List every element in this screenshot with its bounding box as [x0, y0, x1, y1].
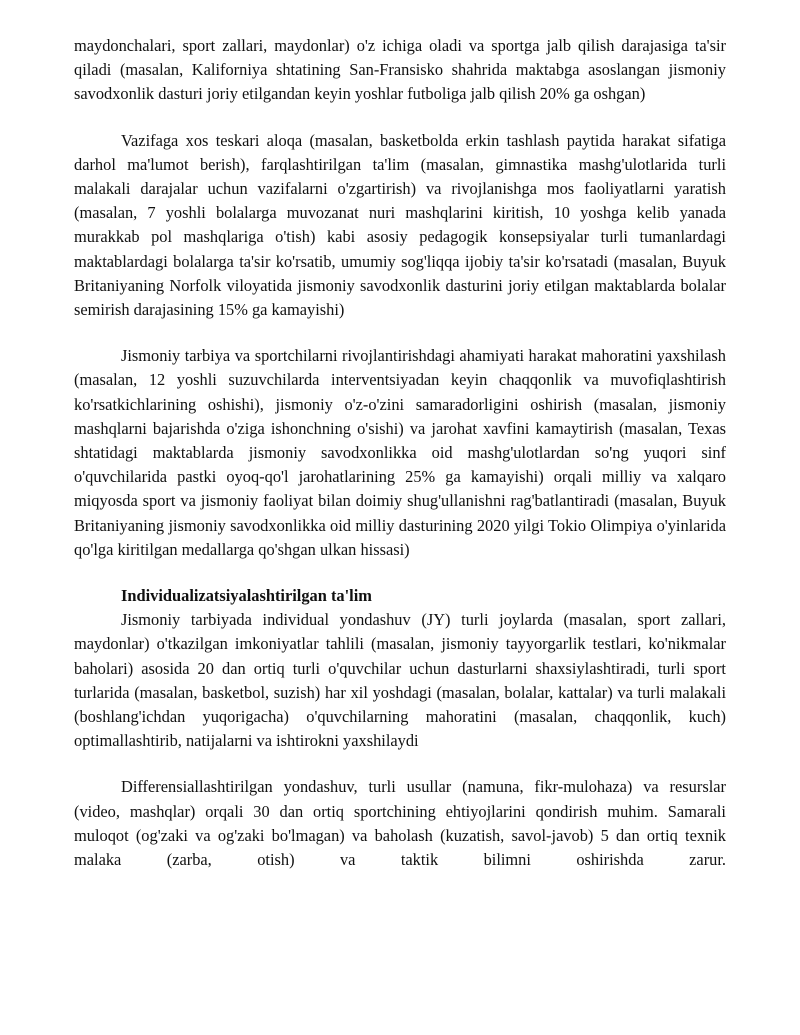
paragraph-importance: Jismoniy tarbiya va sportchilarni rivojlantirishdagi ahamiyati harakat mahoratini yaxshilash (masalan, 12 yoshli suzuvchilarda interventsiyadan keyin chaqqonlik va muvofiqlashtirish ko'rsatkichlarining oshishi), jismoniy o'z-o'zini samaradorligini oshirish (masalan, jismoniy mashqlarni bajarishda o'ziga ishonchning o'sishi) va jarohat xavfini kamaytirish (masalan, Texas shtatidagi maktablarda jismoniy savodxonlikka oid mashg'ulotlardan so'ng yuqori sinf o'quvchilarida pastki oyoq-qo'l jarohatlarining 25% ga kamayishi) orqali milliy va xalqaro miqyosda sport va jismoniy faoliyat bilan doimiy shug'ullanishni rag'batlantiradi (masalan, Buyuk Britaniyaning jismoniy savodxonlikka oid milliy dasturining 2020 yilgi Tokio Olimpiya o'yinlarida qo'lga kiritilgan medallarga qo'shgan ulkan hissasi): [74, 346, 726, 559]
document-page: [74, 34, 726, 872]
paragraph-pedagogical-concepts: Vazifaga xos teskari aloqa (masalan, basketbolda erkin tashlash paytida harakat sifatiga darhol ma'lumot berish), farqlashtirilgan ta'lim (masalan, gimnastika mashg'ulotlarida turli malakali darajalar uchun vazifalarni o'zgartirish) va rivojlanishga mos faoliyatlarni yaratish (masalan, 7 yoshli bolalarga muvozanat nuri mashqlarini kiritish, 10 yoshga kelib yanada murakkab pol mashqlariga o'tish) kabi asosiy pedagogik konsepsiyalar turli tumanlardagi maktablardagi bolalarga ta'sir ko'rsatib, umumiy sog'liqqa ijobiy ta'sir ko'rsatadi (masalan, Buyuk Britaniyaning Norfolk viloyatida jismoniy savodxonlik dasturini joriy etilgan maktablarda bolalar semirish darajasining 15% ga kamayishi): [74, 130, 726, 320]
paragraph-individual-approach: Jismoniy tarbiyada individual yondashuv (JY) turli joylarda (masalan, sport zallari, maydonlar) o'tkazilgan imkoniyatlar tahlili (masalan, jismoniy tayyorgarlik testlari, ko'nikmalar baholari) asosida 20 dan ortiq turli o'quvchilar uchun dasturlarni shaxsiylashtiradi, turli sport turlarida (masalan, basketbol, suzish) har xil yoshdagi (masalan, bolalar, kattalar) va turli malakali (boshlang'ichdan yuqorigacha) o'quvchilarning mahoratini (masalan, chaqqonlik, kuch) optimallashtirib, natijalarni va ishtirokni yaxshilaydi: [74, 610, 726, 751]
paragraph-continuation: maydonchalari, sport zallari, maydonlar) o'z ichiga oladi va sportga jalb qilish darajasiga ta'sir qiladi (masalan, Kaliforniya shtatining San-Fransisko shahrida maktabga asoslangan jismoniy savodxonlik dasturi joriy etilgandan keyin yoshlar futboliga jalb qilish 20% ga oshgan): [74, 36, 726, 104]
paragraph-differentiated-approach: Differensiallashtirilgan yondashuv, turli usullar (namuna, fikr-mulohaza) va resurslar (video, mashqlar) orqali 30 dan ortiq sportchining ehtiyojlarini qondirish muhim. Samarali muloqot (og'zaki va og'zaki bo'lmagan) va baholash (kuzatish, savol-javob) 5 dan ortiq texnik malaka (zarba, otish) va taktik bilimni oshirishda zarur.: [74, 777, 726, 870]
section-heading: Individualizatsiyalashtirilgan ta'lim: [121, 586, 372, 606]
